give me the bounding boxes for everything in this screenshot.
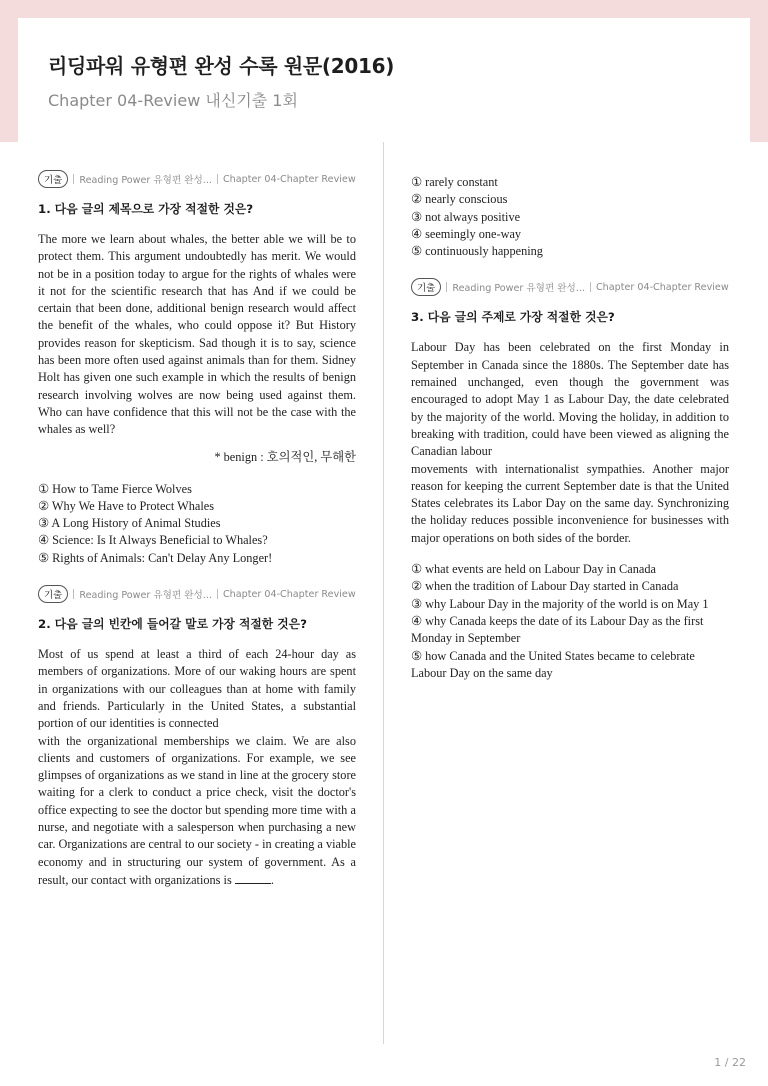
answer-option[interactable]: ③ why Labour Day in the majority of the world is on May 1	[411, 596, 709, 611]
chapter-label: Chapter 04-Chapter Review	[222, 588, 356, 600]
separator	[446, 282, 447, 292]
question-2	[38, 585, 356, 889]
header-card	[18, 18, 750, 142]
spacer	[38, 567, 356, 585]
separator	[73, 589, 74, 599]
passage-paragraph: Labour Day has been celebrated on the first Monday in September in Canada since the 1880s. The September date has remained unchanged, even though the government was encouraged to adopt May 1 as Labour Day, the date celebrated by the majority of the world. Moving the holiday, in addition to breaking with tradition, could have been viewed as aligning the Canadian labour	[411, 340, 729, 459]
chapter-label: Chapter 04-Chapter Review	[222, 173, 356, 185]
answer-option[interactable]: ① How to Tame Fierce Wolves	[38, 481, 192, 496]
answer-option[interactable]: ④ why Canada keeps the date of its Labour Day as the first Monday in September	[411, 613, 704, 646]
answer-option[interactable]: ① what events are held on Labour Day in Canada	[411, 562, 656, 577]
right-column	[411, 174, 729, 682]
separator	[590, 282, 591, 292]
source-label: Reading Power 유형편 완성...	[79, 590, 212, 602]
question-passage	[38, 646, 356, 889]
question-title: 3. 다음 글의 주제로 가장 적절한 것은?	[411, 310, 615, 325]
answer-options	[411, 174, 729, 260]
exam-tag: 기출	[38, 585, 68, 603]
separator	[217, 174, 218, 184]
question-meta	[38, 585, 356, 603]
answer-option[interactable]: ② nearly conscious	[411, 192, 508, 207]
separator	[217, 589, 218, 599]
answer-options	[411, 561, 729, 682]
passage-text: with the organizational memberships we claim. We are also clients and customers of organizations. For example, we see glimpses of organizations as we stand in line at the grocery store waiting for a clerk to conduct a price check, visit the doctor's office expecting to see the doctor but spending more time with a nurse, and negotiate with a salesperson when purchasing a new car. Organizations are central to our society - in creating a viable economy and in structuring our system of government. As a result, our contact with organizations is	[38, 733, 356, 887]
question-passage	[38, 231, 356, 439]
answer-option[interactable]: ③ A Long History of Animal Studies	[38, 516, 221, 531]
answer-option[interactable]: ⑤ continuously happening	[411, 244, 543, 259]
passage-paragraph	[38, 733, 356, 890]
exam-tag: 기출	[411, 278, 441, 296]
answer-options	[38, 481, 356, 567]
separator	[73, 174, 74, 184]
passage-end: .	[270, 872, 274, 887]
answer-blank	[235, 871, 271, 884]
answer-option[interactable]: ④ Science: Is It Always Beneficial to Whales?	[38, 533, 268, 548]
answer-option[interactable]: ④ seemingly one-way	[411, 226, 522, 241]
answer-option[interactable]: ① rarely constant	[411, 175, 498, 189]
chapter-label: Chapter 04-Chapter Review	[595, 281, 729, 293]
answer-option[interactable]: ⑤ Rights of Animals: Can't Delay Any Longer!	[38, 550, 273, 565]
passage-paragraph: movements with internationalist sympathies. Another major reason for keeping the current September date is that the United States celebrates its Labor Day on the same day. Synchronizing the holiday reduces possible inconvenience for businesses with major operations on both sides of the border.	[411, 461, 729, 545]
spacer	[411, 547, 729, 561]
answer-option[interactable]: ③ not always positive	[411, 209, 521, 224]
question-passage	[411, 339, 729, 547]
passage-paragraph: The more we learn about whales, the better able we will be to protect them. This argument undoubtedly has merit. We would not be in a position today to argue for the rights of whales were it not for the scientific research that has And if we could be certain that been done, additional benign research would affect the benefit of the whales, who could oppose it? But History provides reason for skepticism. Sad though it is to say, science has been more often used against animals than for them. Sidney Holt has given one such example in which the results of benign research involving wolves are now being used against them. Who can have confidence that this will not be the case with the whales as well?	[38, 232, 356, 437]
exam-tag: 기출	[38, 170, 68, 188]
source-label: Reading Power 유형편 완성...	[79, 175, 212, 186]
question-3	[411, 278, 729, 682]
answer-option[interactable]: ② Why We Have to Protect Whales	[38, 498, 214, 513]
answer-option[interactable]: ② when the tradition of Labour Day started in Canada	[411, 579, 679, 594]
document-subtitle: Chapter 04-Review 내신기출 1회	[48, 91, 298, 110]
vocab-note: * benign : 호의적인, 무해한	[214, 449, 356, 464]
question-1	[38, 170, 356, 567]
answer-option[interactable]: ⑤ how Canada and the United States became to celebrate Labour Day on the same day	[411, 648, 695, 680]
question-title: 2. 다음 글의 빈칸에 들어갈 말로 가장 적절한 것은?	[38, 617, 307, 632]
question-meta	[411, 278, 729, 296]
column-divider	[383, 142, 384, 1044]
source-label: Reading Power 유형편 완성...	[452, 283, 585, 295]
left-column	[38, 170, 356, 889]
page-number: 1 / 22	[714, 1056, 746, 1069]
passage-paragraph: Most of us spend at least a third of each 24-hour day as members of organizations. More of our waking hours are spent in organizations with our colleagues than at home with family and friends. Particularly in the United States, a substantial portion of our identities is connected	[38, 647, 356, 731]
document-title: 리딩파워 유형편 완성 수록 원문(2016)	[48, 54, 395, 78]
question-title: 1. 다음 글의 제목으로 가장 적절한 것은?	[38, 202, 254, 216]
spacer	[411, 260, 729, 278]
question-meta	[38, 170, 356, 188]
